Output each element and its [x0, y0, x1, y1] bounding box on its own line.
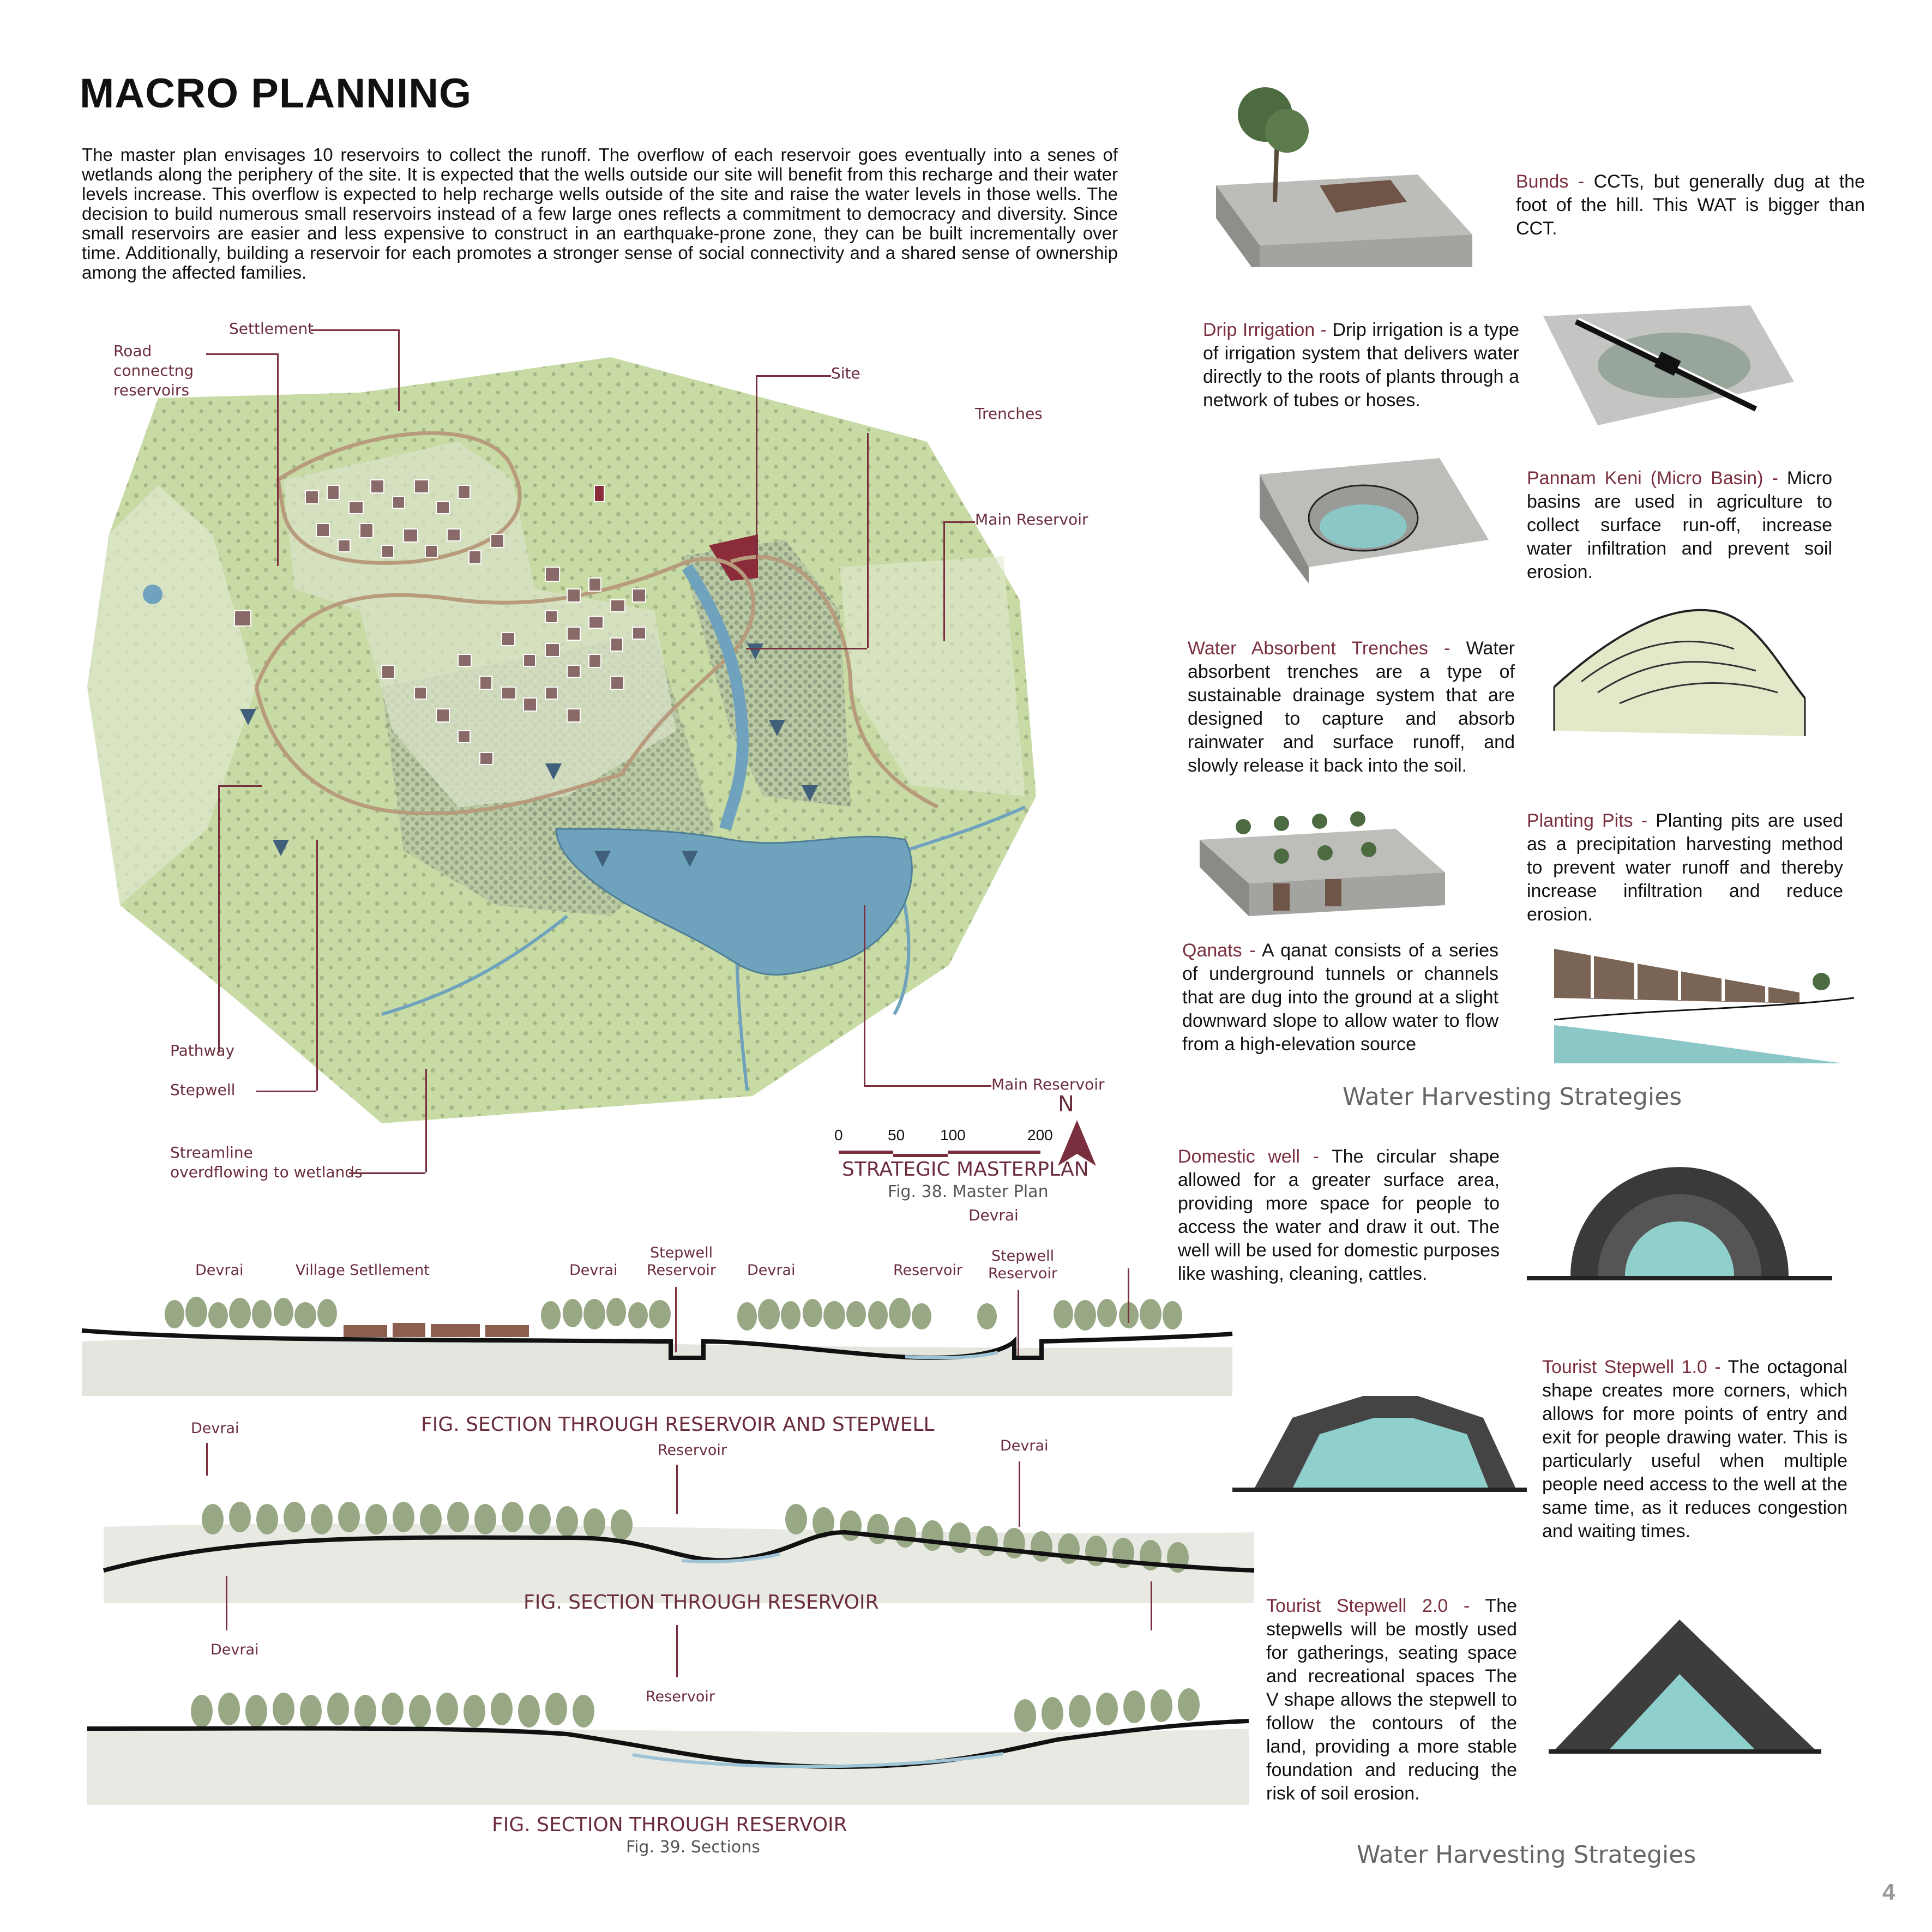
small-reservoir [143, 585, 162, 604]
s1-leader-1 [675, 1287, 677, 1352]
well-tourist-2-name: Tourist Stepwell 2.0 - [1266, 1596, 1470, 1616]
leader-settlement-v [398, 329, 400, 411]
s1-caption: FIG. SECTION THROUGH RESERVOIR AND STEPWELL [421, 1413, 935, 1436]
strategy-bunds-name: Bunds - [1516, 171, 1585, 192]
masterplan-sub: Devrai [968, 1206, 1019, 1224]
label-streamline: Streamline overdflowing to wetlands [170, 1143, 363, 1181]
s1-label-devrai-1: Devrai [195, 1262, 244, 1279]
trenches-illustration [1549, 600, 1810, 742]
tourist-stepwell-1-illustration [1232, 1363, 1527, 1500]
micro-basin-illustration [1243, 453, 1505, 583]
well-domestic-name: Domestic well - [1178, 1146, 1319, 1167]
water-harvesting-heading-1: Water Harvesting Strategies [1343, 1083, 1682, 1111]
strategy-micro-basin [1527, 467, 1832, 584]
strategy-trenches [1188, 637, 1515, 778]
masterplan-map [76, 305, 1112, 1123]
leader-pathway [218, 785, 220, 1052]
strategy-micro-basin-name: Pannam Keni (Micro Basin) - [1527, 468, 1778, 489]
s3-leader-2 [676, 1625, 678, 1677]
leader-streamline-v [425, 1069, 427, 1172]
well-tourist-2-text: The stepwells will be mostly used for gatherings, seating space and recreational spaces The V shape allows the stepwell to follow the contours of the land, providing a more stable foundation and reducing the risk of soil erosion. [1266, 1596, 1517, 1804]
well-tourist-2 [1266, 1594, 1517, 1805]
s2-leader-3 [1019, 1461, 1020, 1527]
s1-leader-3 [1128, 1268, 1129, 1323]
page-title: MACRO PLANNING [80, 70, 472, 117]
masterplan-caption: STRATEGIC MASTERPLAN [842, 1158, 1089, 1181]
s2-label-devrai-2: Devrai [1000, 1437, 1049, 1454]
strategy-bunds-text: CCTs, but generally dug at the foot of the hill. This WAT is bigger than CCT. [1516, 171, 1865, 239]
s2-label-devrai-1: Devrai [191, 1420, 239, 1437]
s3-label-devrai: Devrai [210, 1641, 259, 1658]
strategy-planting-pits-text: Planting pits are used as a precipitation harvesting method to prevent water runoff and thereby increase infiltration and reduce erosion. [1527, 810, 1844, 925]
leader-main-reservoir-2-v [864, 905, 865, 1085]
s1-label-devrai-3: Devrai [747, 1262, 796, 1279]
label-pathway: Pathway [170, 1042, 235, 1060]
s3-label-reservoir: Reservoir [646, 1688, 715, 1705]
s1-label-stepwell-reservoir-2: Stepwell Reservoir [988, 1248, 1058, 1282]
leader-pathway-h [218, 785, 262, 787]
strategy-drip-text: Drip irrigation is a type of irrigation system that delivers water directly to the roots of plants through a network of tubes or hoses. [1203, 320, 1519, 411]
intro-paragraph: The master plan envisages 10 reservoirs to collect the runoff. The overflow of each reservoir goes eventually into a senes of wetlands along the periphery of the site. It is expected that the wells outside our site will benefit from this recharge and their water levels increase. This overflow is expected to help recharge wells outside of the site and raise the water levels in those wells. The decision to build numerous small reservoirs instead of a few large ones reflects a commitment to democracy and diversity. Since small reservoirs are easier and less expensive to construct in an earthquake-prone zone, they can be built incrementally over time. Additionally, building a reservoir for each promotes a stronger sense of social connectivity and a shared sense of ownership among the affected families. [82, 145, 1118, 282]
qanats-illustration [1549, 938, 1854, 1069]
leader-site-v [756, 375, 757, 561]
scale-tick-200: 200 [1027, 1127, 1053, 1143]
well-tourist-1-name: Tourist Stepwell 1.0 - [1542, 1357, 1721, 1377]
strategy-planting-pits-name: Planting Pits - [1527, 810, 1648, 831]
leader-road-v [277, 353, 279, 566]
well-tourist-1-text: The octagonal shape creates more corners, which allows for more points of entry and exit for people drawing water. This is particularly useful when multiple people need access to the well at the same time, as it reduces congestion and waiting times. [1542, 1357, 1847, 1542]
leader-streamline [349, 1172, 425, 1174]
scale-tick-0: 0 [834, 1127, 843, 1143]
s2-leader-1 [206, 1443, 208, 1476]
leader-stepwell [256, 1091, 316, 1092]
strategy-micro-basin-text: Micro basins are used in agriculture to collect surface run-off, increase water infiltration and prevent soil erosion. [1527, 468, 1832, 582]
leader-site [756, 375, 831, 377]
leader-settlement [311, 329, 398, 331]
leader-trenches-v [867, 433, 869, 648]
planting-pits-illustration [1189, 807, 1461, 916]
leader-main-reservoir-1 [943, 521, 975, 523]
s1-leader-2 [1018, 1290, 1019, 1356]
s2-label-reservoir: Reservoir [658, 1442, 727, 1459]
s3-leader-1 [226, 1576, 227, 1630]
s2-leader-2 [676, 1465, 678, 1514]
page-number: 4 [1882, 1879, 1895, 1905]
domestic-well-illustration [1527, 1156, 1832, 1281]
s1-label-stepwell-reservoir-1: Stepwell Reservoir [647, 1244, 717, 1279]
well-tourist-1 [1542, 1356, 1847, 1543]
leader-main-reservoir-1-v [943, 521, 945, 641]
masterplan-fig: Fig. 38. Master Plan [888, 1182, 1049, 1201]
label-main-reservoir-1: Main Reservoir [975, 510, 1088, 528]
well-domestic [1178, 1145, 1500, 1286]
leader-trenches-h [746, 648, 867, 649]
s1-label-village: Village Setllement [296, 1262, 430, 1279]
leader-stepwell-v [316, 840, 318, 1091]
scale-bar [834, 1127, 1096, 1159]
north-label: N [1058, 1092, 1074, 1117]
label-road: Road connectng reservoirs [113, 342, 194, 399]
drip-irrigation-illustration [1532, 294, 1805, 431]
bunds-illustration [1211, 82, 1483, 267]
leader-main-reservoir-2 [864, 1085, 991, 1087]
strategy-drip [1203, 318, 1519, 412]
s3-caption: FIG. SECTION THROUGH RESERVOIR [492, 1814, 847, 1836]
section-1-trees [165, 1297, 1182, 1331]
strategy-bunds [1516, 170, 1865, 240]
label-stepwell: Stepwell [170, 1081, 236, 1099]
label-trenches: Trenches [975, 405, 1043, 423]
leader-road [206, 353, 277, 355]
strategy-planting-pits [1527, 809, 1843, 926]
label-main-reservoir-2: Main Reservoir [991, 1075, 1105, 1093]
s2-caption: FIG. SECTION THROUGH RESERVOIR [523, 1591, 879, 1614]
strategy-qanats-text: A qanat consists of a series of underground tunnels or channels that are dug into the ground at a slight downward slope to allow water to flow from a high-elevation source [1182, 940, 1498, 1055]
water-harvesting-heading-2: Water Harvesting Strategies [1357, 1841, 1696, 1869]
s1-label-devrai-2: Devrai [569, 1262, 618, 1279]
strategy-trenches-text: Water absorbent trenches are a type of sustainable drainage system that are designed to capture and absorb rainwater and surface runoff, and slowly release it back into the soil. [1188, 638, 1515, 776]
scale-tick-100: 100 [940, 1127, 966, 1143]
scale-tick-50: 50 [888, 1127, 905, 1143]
s3-leader-3 [1151, 1581, 1152, 1630]
section-1-drawing [60, 1287, 1249, 1401]
strategy-qanats-name: Qanats - [1182, 940, 1256, 961]
strategy-drip-name: Drip Irrigation - [1203, 320, 1327, 340]
sections-fig: Fig. 39. Sections [626, 1838, 760, 1857]
label-settlement: Settlement [229, 320, 314, 338]
s1-label-reservoir: Reservoir [893, 1262, 963, 1279]
label-site: Site [831, 364, 860, 382]
strategy-trenches-name: Water Absorbent Trenches - [1188, 638, 1450, 659]
well-domestic-text: The circular shape allowed for a greater surface area, providing more space for people to access the water and draw it out. The well will be used for domestic purposes like washing, cleaning, cattles. [1178, 1146, 1500, 1284]
tourist-stepwell-2-illustration [1549, 1614, 1821, 1761]
strategy-qanats [1182, 939, 1498, 1056]
